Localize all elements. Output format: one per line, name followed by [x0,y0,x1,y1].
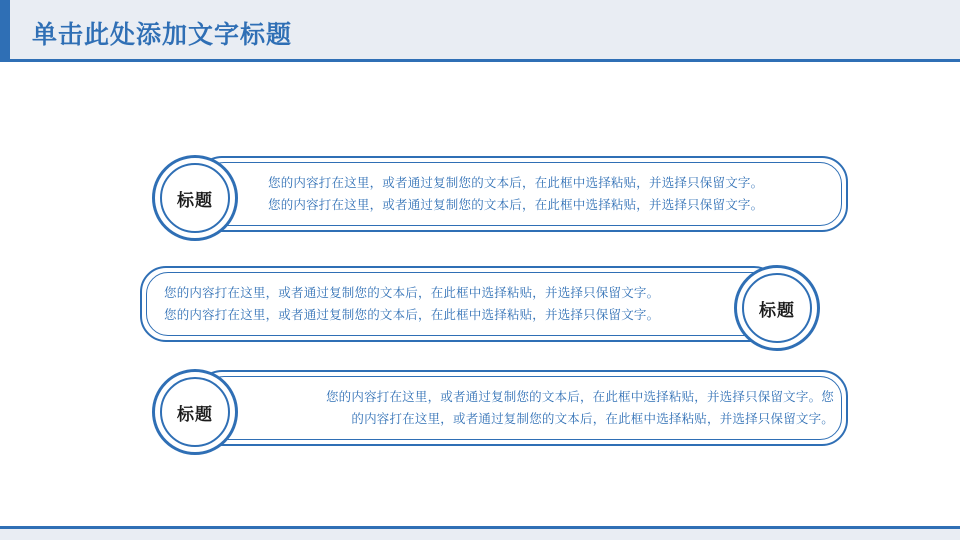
content-pill-2[interactable] [140,266,780,342]
content-row-3 [0,362,960,462]
content-row-1 [0,148,960,248]
badge-label-1: 标题 [177,190,213,210]
header-accent-bar [0,0,10,59]
badge-circle-1[interactable] [152,155,238,241]
content-line: 您的内容打在这里，或者通过复制您的文本后，在此框中选择粘贴，并选择只保留文字。 [268,198,764,212]
content-pill-3[interactable] [196,370,848,446]
slide-footer-band [0,526,960,540]
content-line: 您的内容打在这里，或者通过复制您的文本后，在此框中选择粘贴，并选择只保留文字。 [164,308,660,322]
content-text-2 [164,282,724,326]
slide-header-band [0,0,960,62]
content-text-1 [268,172,828,216]
badge-circle-3[interactable] [152,369,238,455]
content-text-3 [244,386,834,430]
content-row-2 [0,258,960,358]
badge-circle-2[interactable] [734,265,820,351]
page-title: 单击此处添加文字标题 [32,21,293,49]
content-pill-1[interactable] [196,156,848,232]
content-line: 您的内容打在这里，或者通过复制您的文本后，在此框中选择粘贴，并选择只保留文字。 [164,286,660,300]
badge-label-2: 标题 [759,300,795,320]
content-line: 您的内容打在这里，或者通过复制您的文本后，在此框中选择粘贴，并选择只保留文字。 [268,176,764,190]
badge-label-3: 标题 [177,404,213,424]
content-line: 的内容打在这里，或者通过复制您的文本后，在此框中选择粘贴，并选择只保留文字。 [351,412,834,426]
content-line: 您的内容打在这里，或者通过复制您的文本后，在此框中选择粘贴，并选择只保留文字。您 [325,390,834,404]
